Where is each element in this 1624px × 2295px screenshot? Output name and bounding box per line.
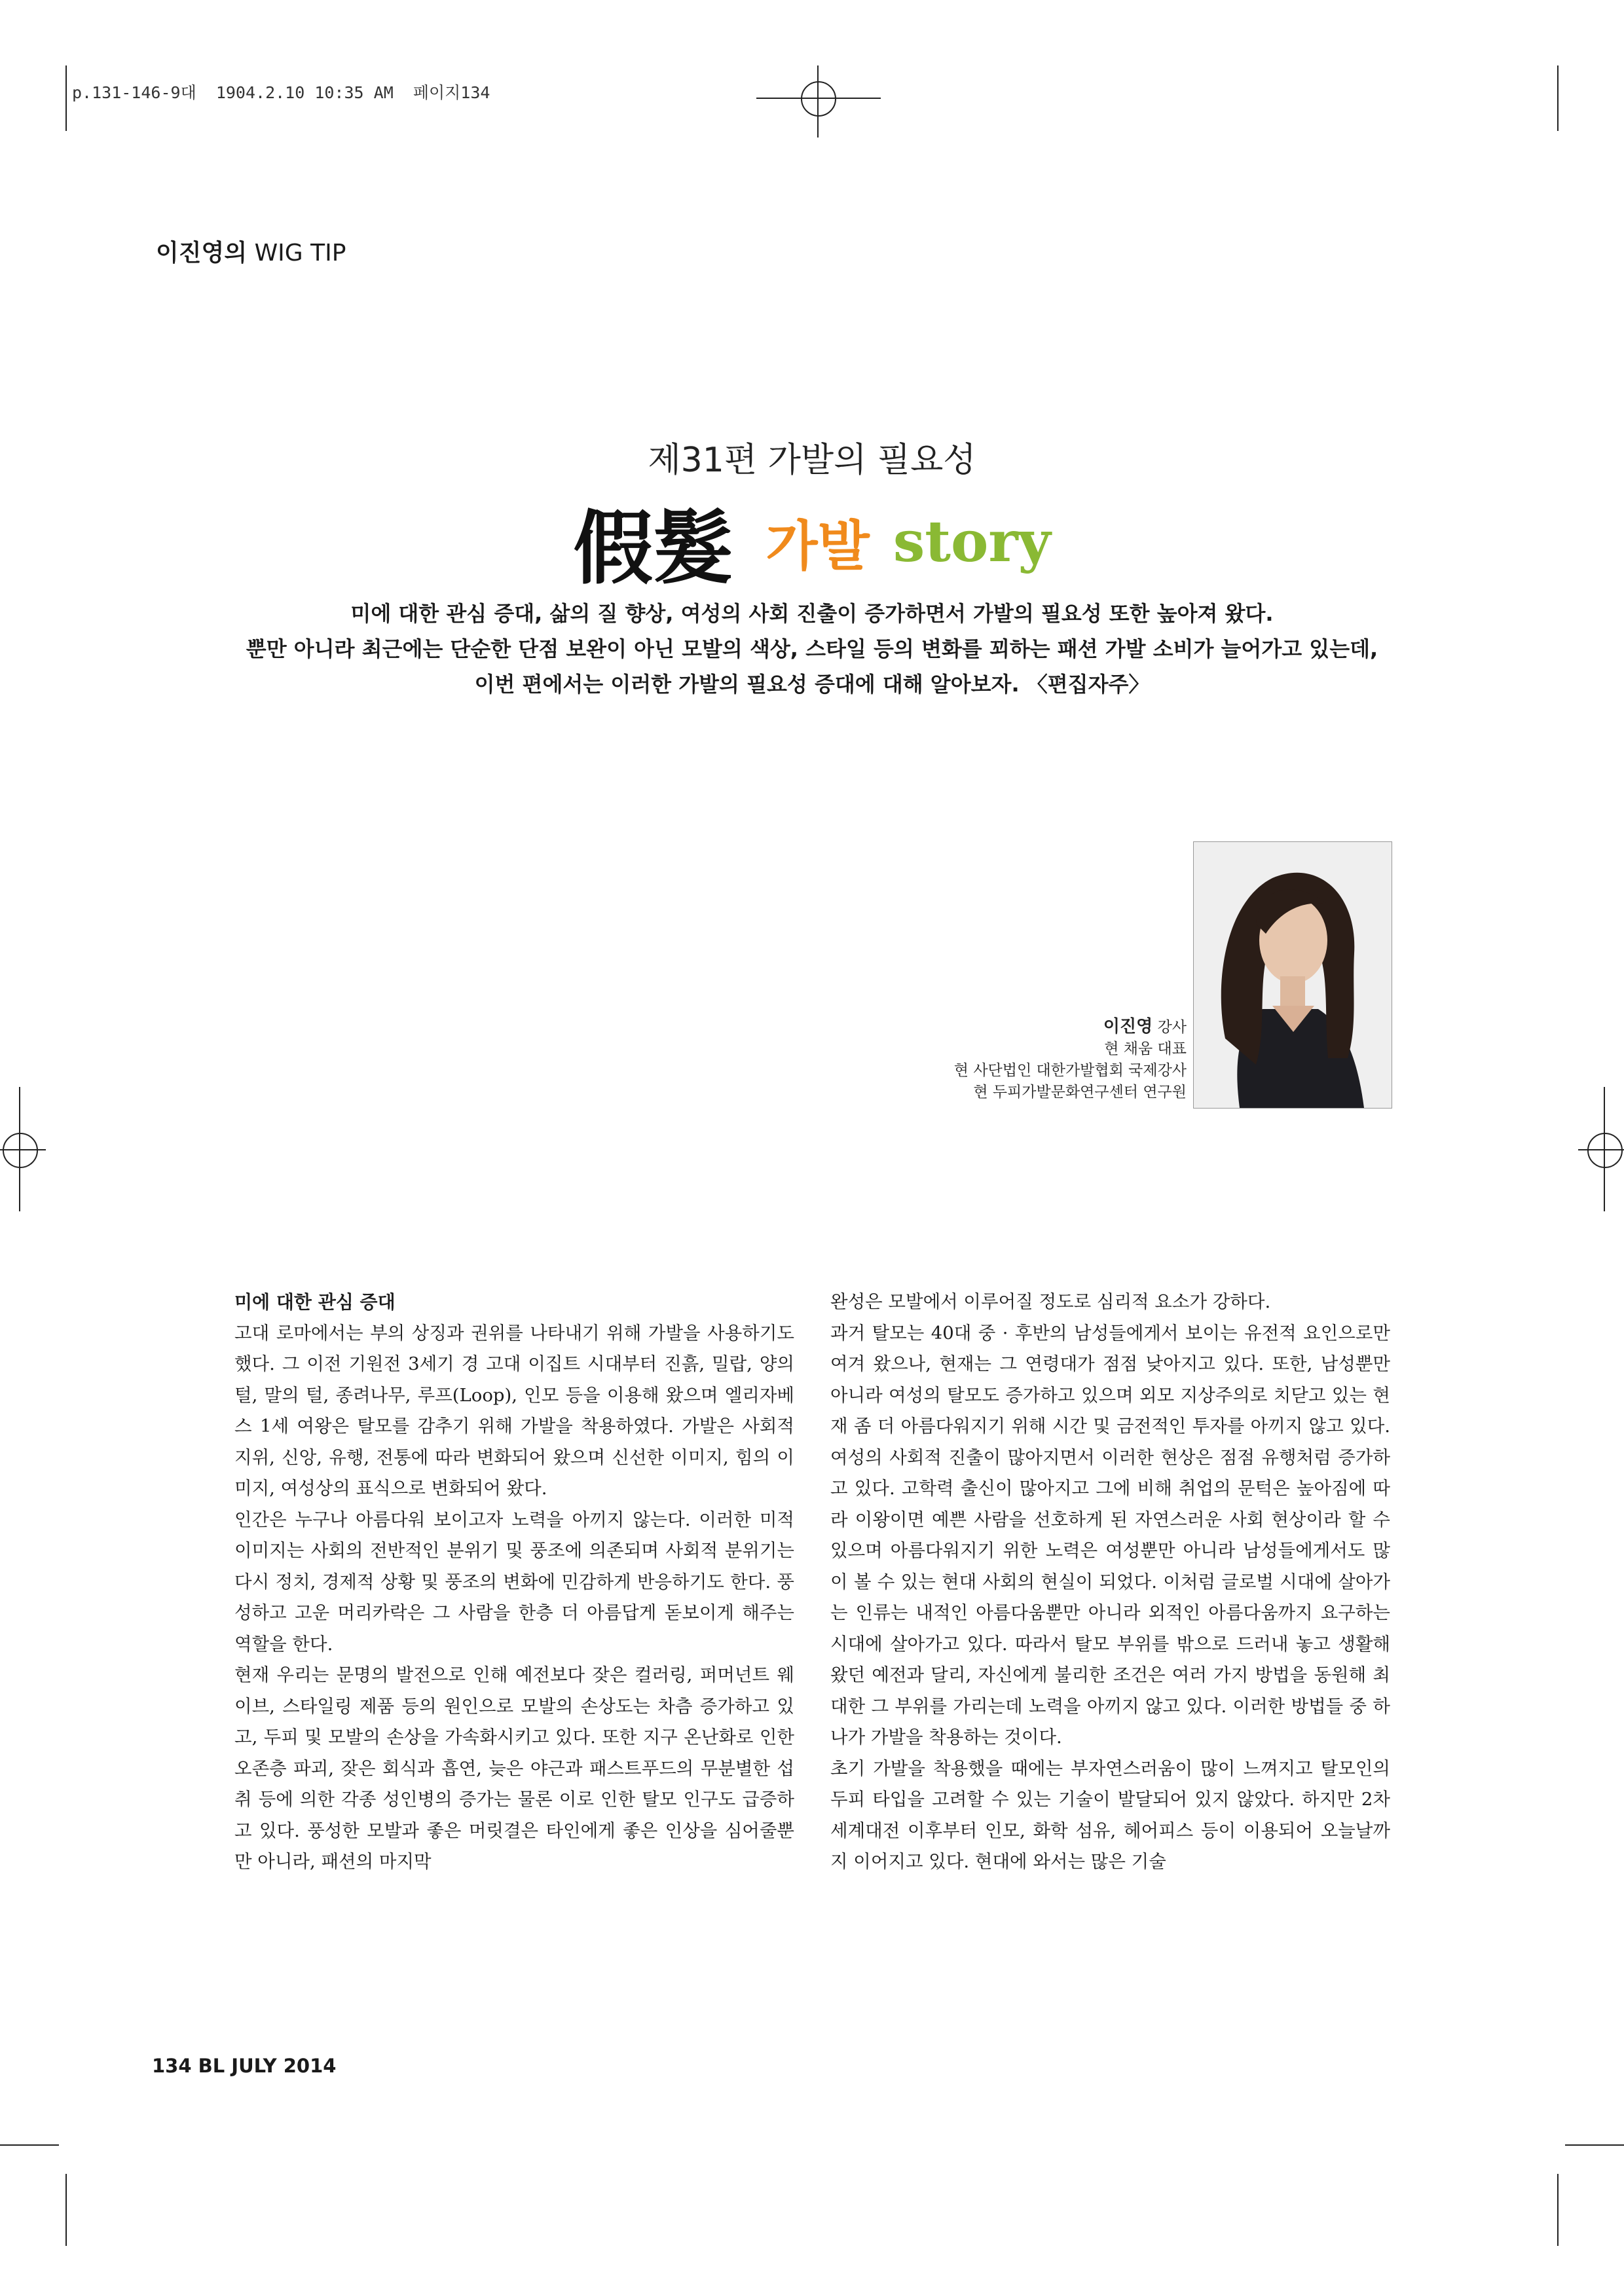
- page-folio: 134 BL JULY 2014: [152, 2055, 337, 2077]
- portrait-illustration: [1194, 842, 1392, 1108]
- title-korean: 가발: [766, 515, 870, 578]
- section-title: WIG TIP: [254, 240, 346, 266]
- lead-line: 미에 대한 관심 증대, 삶의 질 향상, 여성의 사회 진출이 증가하면서 가발의 필요성 또한 높아져 왔다.: [350, 601, 1274, 626]
- body-paragraph: 과거 탈모는 40대 중 · 후반의 남성들에게서 보이는 유전적 요인으로만 여겨 왔으나, 현재는 그 연령대가 점점 낮아지고 있다. 또한, 남성뿐만 아니라 여성의 탈모도 증가하고 있으며 외모 지상주의로 치닫고 있는 현재 좀 더 아름다워지기 위해 시간 및 금전적인 투자를 아끼지 않고 있다. 여성의 사회적 진출이 많아지면서 이러한 현상은 점점 유행처럼 증가하고 있다. 고학력 출신이 많아지고 그에 비해 취업의 문턱은 높아짐에 따라 이왕이면 예쁜 사람을 선호하게 된 자연스러운 사회 현상이라 할 수 있으며 아름다워지기 위한 노력은 여성뿐만 아니라 남성들에게서도 많이 볼 수 있는 현대 사회의 현실이 되었다. 이처럼 글로벌 시대에 살아가는 인류는 내적인 아름다움뿐만 아니라 외적인 아름다움까지 요구하는 시대에 살아가고 있다. 따라서 탈모 부위를 밖으로 드러내 놓고 생활해 왔던 예전과 달리, 자신에게 불리한 조건은 여러 가지 방법을 동원해 최대한 그 부위를 가리는데 노력을 아끼지 않고 있다. 이러한 방법들 중 하나가 가발을 착용하는 것이다.: [830, 1322, 1390, 1748]
- body-paragraph: 완성은 모발에서 이루어질 정도로 심리적 요소가 강하다.: [830, 1291, 1271, 1312]
- lead-paragraph: [0, 596, 1624, 702]
- lead-line: 이번 편에서는 이러한 가발의 필요성 증대에 대해 알아보자. 〈편집자주〉: [474, 672, 1150, 697]
- author-credit: 현 채움 대표: [1104, 1040, 1187, 1057]
- main-title: [0, 485, 1624, 599]
- body-column-left: [234, 1287, 794, 1878]
- registration-mark-left: [0, 1087, 46, 1211]
- title-english: story: [893, 509, 1051, 575]
- author-credit: 현 두피가발문화연구센터 연구원: [973, 1084, 1187, 1101]
- print-slug: p.131-146-9대 1904.2.10 10:35 AM 페이지134: [72, 83, 490, 102]
- section-label: [156, 234, 346, 268]
- crop-mark-bottom-right: [1557, 2174, 1559, 2246]
- title-hanja: 假髮: [573, 501, 733, 595]
- author-photo: [1193, 841, 1392, 1109]
- author-credit: 현 사단법인 대한가발협회 국제강사: [953, 1062, 1187, 1079]
- author-bio: [859, 1016, 1187, 1103]
- crop-mark-bottom-left: [65, 2174, 67, 2246]
- body-paragraph: 인간은 누구나 아름다워 보이고자 노력을 아끼지 않는다. 이러한 미적 이미지는 사회의 전반적인 분위기 및 풍조에 의존되며 사회적 분위기는 다시 정치, 경제적 상황 및 풍조의 변화에 민감하게 반응하기도 한다. 풍성하고 고운 머리카락은 그 사람을 한층 더 아름답게 돋보이게 해주는 역할을 한다.: [234, 1509, 794, 1655]
- author-name: 이진영: [1103, 1017, 1153, 1037]
- section-author: 이진영의: [156, 240, 248, 266]
- body-paragraph: 현재 우리는 문명의 발전으로 인해 예전보다 잦은 컬러링, 퍼머넌트 웨이브, 스타일링 제품 등의 원인으로 모발의 손상도는 차츰 증가하고 있고, 두피 및 모발의 손상을 가속화시키고 있다. 또한 지구 온난화로 인한 오존층 파괴, 잦은 회식과 흡연, 늦은 야근과 패스트푸드의 무분별한 섭취 등에 의한 각종 성인병의 증가는 물론 이로 인한 탈모 인구도 급증하고 있다. 풍성한 모발과 좋은 머릿결은 타인에게 좋은 인상을 심어줄뿐만 아니라, 패션의 마지막: [234, 1664, 794, 1872]
- body-paragraph: 고대 로마에서는 부의 상징과 권위를 나타내기 위해 가발을 사용하기도 했다. 그 이전 기원전 3세기 경 고대 이집트 시대부터 진흙, 밀랍, 양의 털, 말의 털, 종려나무, 루프(Loop), 인모 등을 이용해 왔으며 엘리자베스 1세 여왕은 탈모를 감추기 위해 가발을 착용하였다. 가발은 사회적 지위, 신앙, 유행, 전통에 따라 변화되어 왔으며 신선한 이미지, 힘의 이미지, 여성상의 표식으로 변화되어 왔다.: [234, 1322, 794, 1499]
- body-column-right: [830, 1287, 1390, 1878]
- registration-mark-top: [756, 65, 881, 138]
- registration-mark-right: [1578, 1087, 1624, 1211]
- body-paragraph: 초기 가발을 착용했을 때에는 부자연스러움이 많이 느껴지고 탈모인의 두피 타입을 고려할 수 있는 기술이 발달되어 있지 않았다. 하지만 2차 세계대전 이후부터 인모, 화학 섬유, 헤어피스 등이 이용되어 오늘날까지 이어지고 있다. 현대에 와서는 많은 기술: [830, 1757, 1390, 1872]
- author-role: 강사: [1157, 1019, 1187, 1036]
- crop-mark-left-lower: [0, 2144, 59, 2146]
- crop-mark-top-right: [1557, 65, 1559, 131]
- lead-line: 뿐만 아니라 최근에는 단순한 단점 보완이 아닌 모발의 색상, 스타일 등의 변화를 꾀하는 패션 가발 소비가 늘어가고 있는데,: [246, 636, 1378, 661]
- crop-mark-right-lower: [1565, 2144, 1624, 2146]
- series-title: 제31편 가발의 필요성: [648, 441, 976, 480]
- subheading: 미에 대한 관심 증대: [234, 1291, 396, 1313]
- author-name-line: [859, 1016, 1187, 1038]
- crop-mark-top-left: [65, 65, 67, 131]
